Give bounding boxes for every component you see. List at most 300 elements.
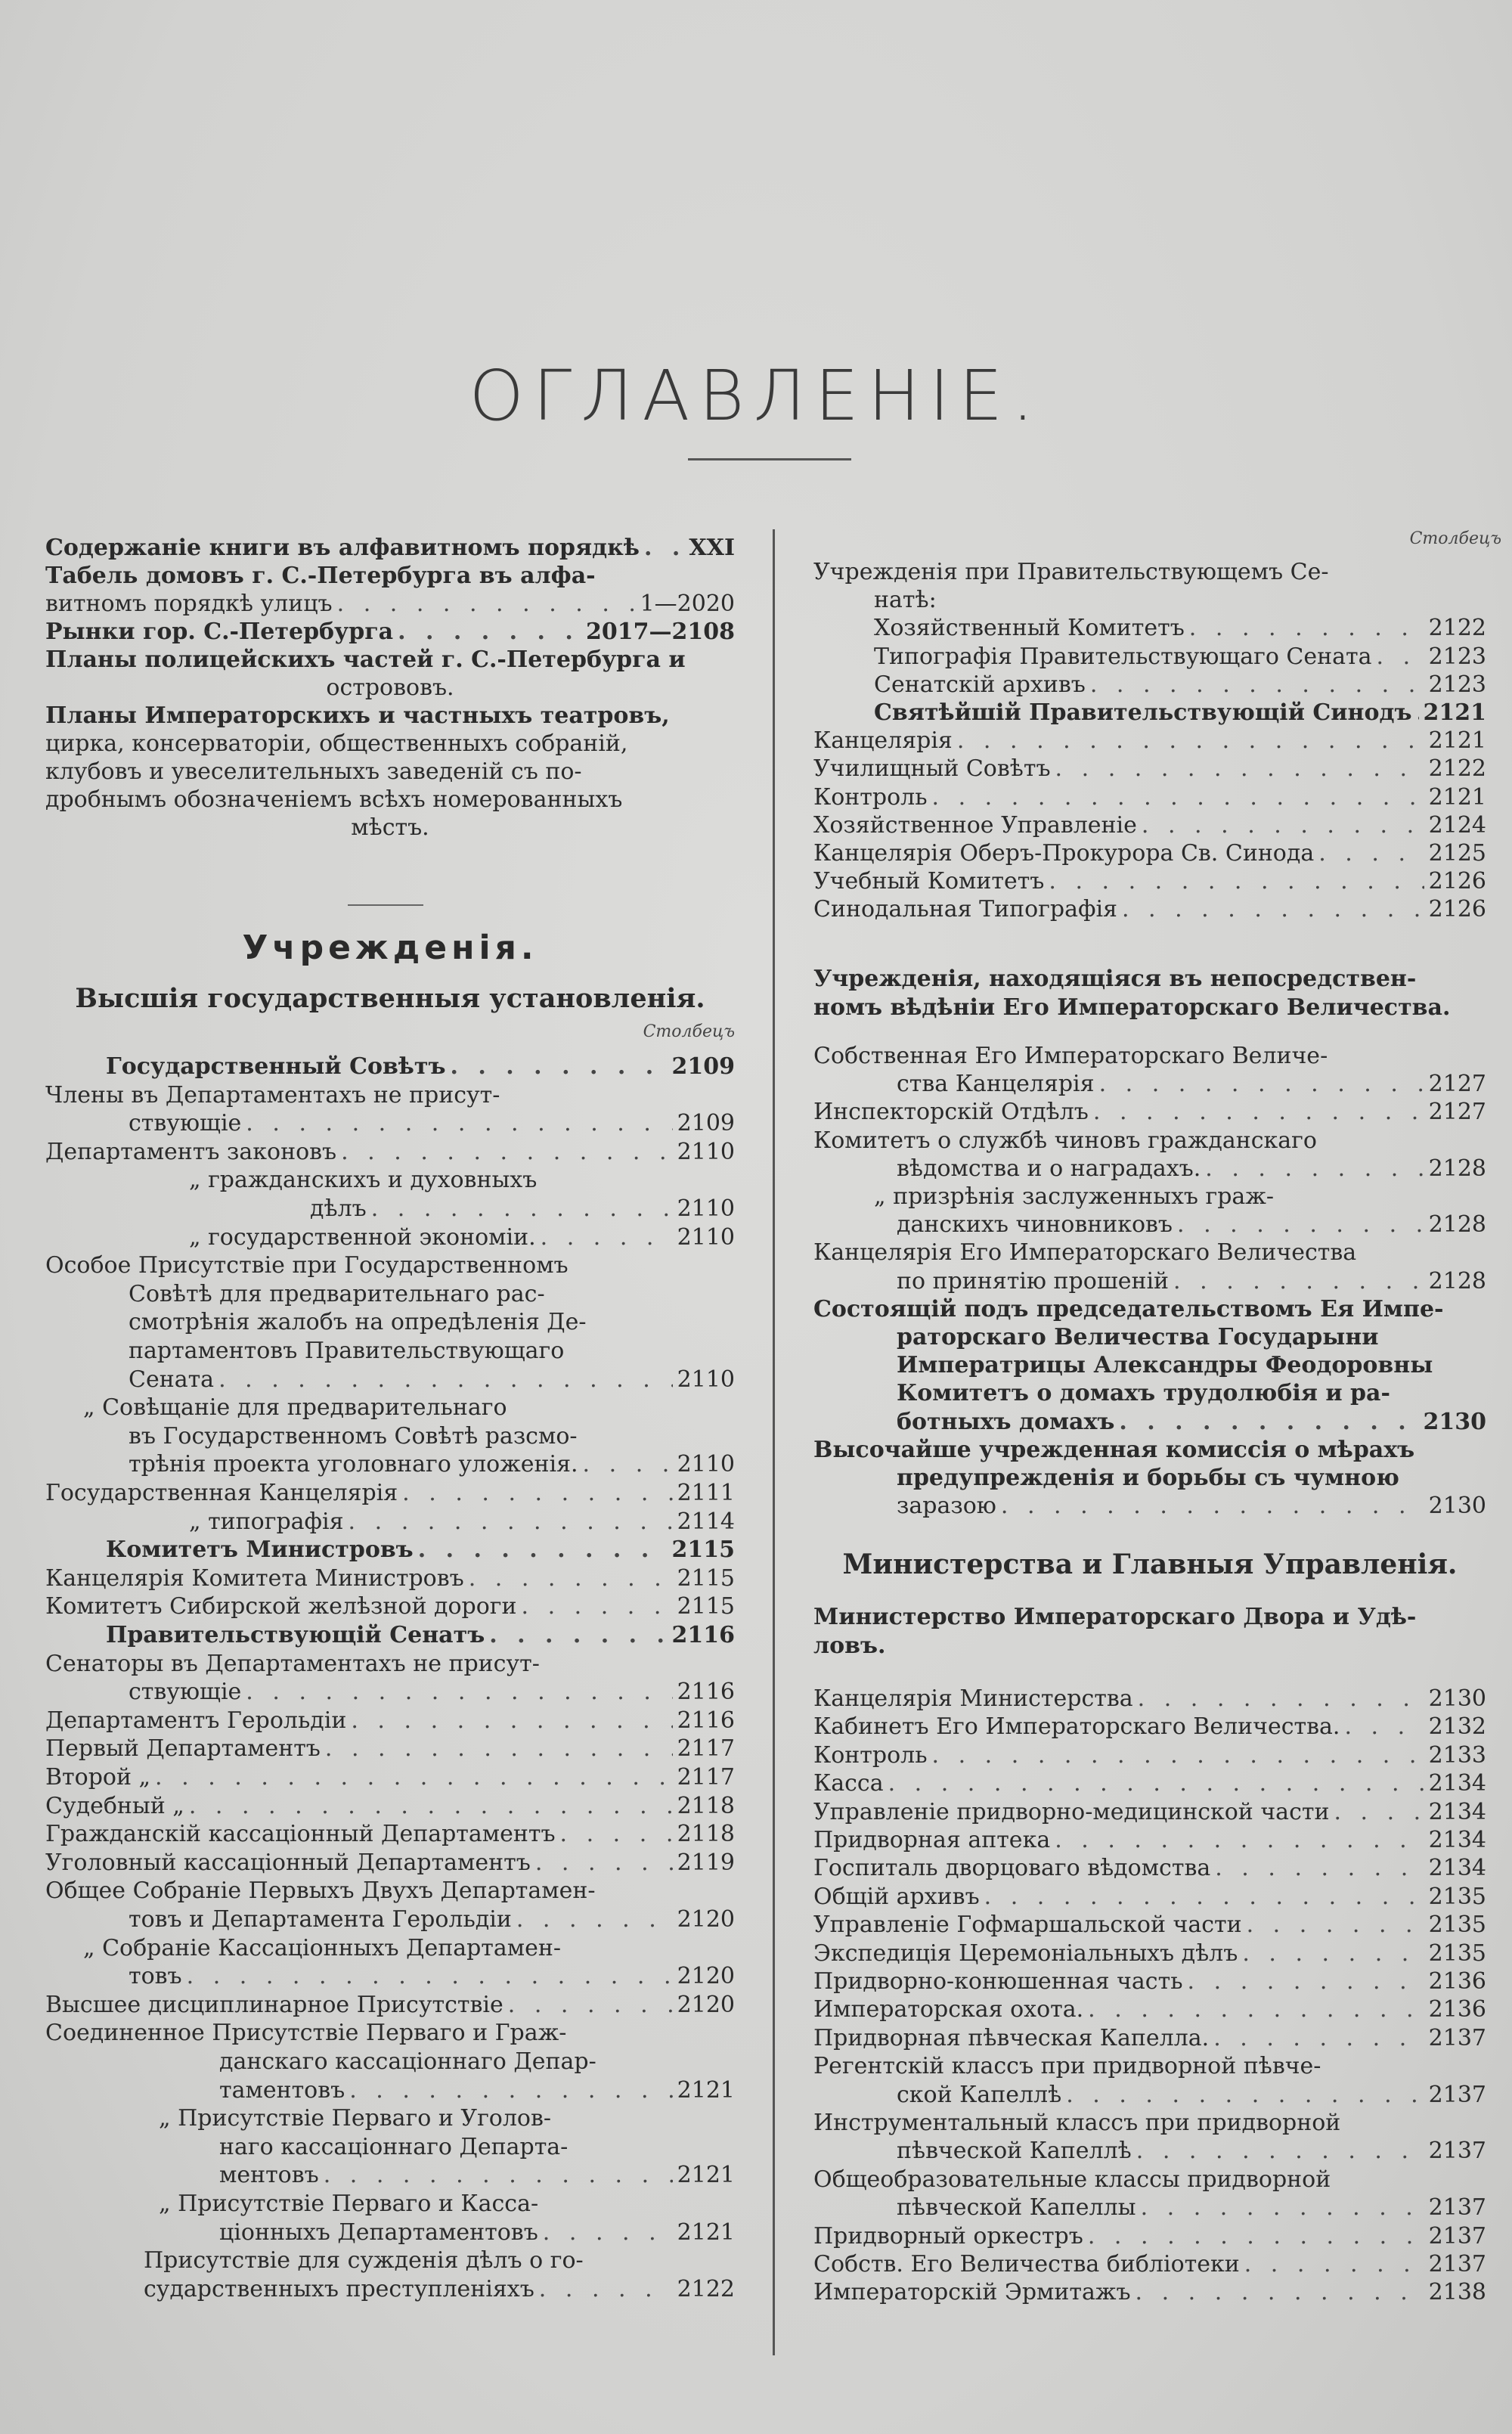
toc-entry-text: „ Присутствіе Перваго и Уголов- xyxy=(159,2105,552,2132)
dot-leader xyxy=(1136,2137,1424,2166)
toc-entry-text: наго кассаціоннаго Департа- xyxy=(219,2133,569,2160)
toc-entry xyxy=(45,1849,735,1877)
toc-entry xyxy=(813,2250,1486,2279)
toc-entry xyxy=(45,590,735,619)
toc-entry-text: Государственный Совѣтъ xyxy=(106,1053,446,1080)
dot-leader xyxy=(1099,1070,1424,1099)
dot-leader xyxy=(1122,895,1424,924)
toc-entry-column-number: 2126 xyxy=(1428,868,1486,895)
toc-entry xyxy=(45,1450,735,1479)
toc-entry-column-number: 2133 xyxy=(1428,1741,1486,1769)
toc-entry-column-number: 2116 xyxy=(677,1707,735,1734)
dot-leader xyxy=(341,1138,673,1167)
toc-entry-column-number: 2128 xyxy=(1428,1267,1486,1295)
toc-entry-column-number: 2122 xyxy=(1428,755,1486,783)
toc-entry xyxy=(45,814,735,842)
toc-entry-text: „ Собраніе Кассаціонныхъ Департамен- xyxy=(83,1934,562,1961)
dot-leader xyxy=(560,1820,673,1849)
toc-entry xyxy=(45,2133,735,2162)
toc-entry xyxy=(813,811,1486,840)
toc-entry-column-number: 2121 xyxy=(677,2219,735,2246)
toc-entry xyxy=(45,758,735,786)
toc-entry xyxy=(813,671,1486,699)
toc-entry-text: Собств. Его Величества библіотеки xyxy=(813,2251,1240,2277)
toc-entry-text: Государственная Канцелярія xyxy=(45,1480,398,1506)
toc-entry xyxy=(813,1098,1486,1127)
dot-leader xyxy=(337,590,636,619)
toc-entry-text: Рынки гор. С.-Петербурга xyxy=(45,619,394,645)
toc-entry-text: Учрежденія при Правительствующемъ Се- xyxy=(813,559,1329,585)
dot-leader xyxy=(1215,1854,1424,1883)
dot-leader xyxy=(984,1883,1424,1912)
dot-leader xyxy=(1377,643,1424,671)
toc-entry-column-number: 2125 xyxy=(1428,840,1486,867)
toc-entry-text: Соединенное Присутствіе Перваго и Граж- xyxy=(45,2020,567,2047)
toc-entry-text: „ государственной экономіи. xyxy=(189,1223,536,1251)
dot-leader xyxy=(398,618,581,646)
dot-leader xyxy=(451,1053,668,1081)
toc-entry-text: Высшее дисциплинарное Присутствіе xyxy=(45,1991,503,2018)
toc-entry xyxy=(45,1678,735,1707)
toc-entry xyxy=(45,1053,735,1081)
section-title: Учрежденія. xyxy=(242,929,538,967)
toc-entry xyxy=(45,2076,735,2105)
toc-entry-text: Канцелярія Его Императорскаго Величества xyxy=(813,1239,1357,1267)
toc-entry xyxy=(45,1905,735,1934)
toc-entry-text: цирка, консерваторіи, общественныхъ собраній, xyxy=(45,730,628,757)
toc-entry-text: Планы Императорскихъ и частныхъ театровъ, xyxy=(45,702,670,729)
toc-entry-column-number: 2134 xyxy=(1428,1798,1486,1825)
toc-entry-text: „ типографія xyxy=(189,1508,344,1535)
toc-entry-text: таментовъ xyxy=(219,2076,345,2104)
toc-entry-text: ціонныхъ Департаментовъ xyxy=(219,2219,538,2246)
toc-entry-text: Канцелярія xyxy=(813,727,953,755)
toc-entry xyxy=(813,2222,1486,2251)
toc-entry xyxy=(45,1735,735,1763)
dot-leader xyxy=(1138,1685,1424,1713)
toc-entry-text: Канцелярія Комитета Министровъ xyxy=(45,1564,464,1592)
dot-leader xyxy=(1242,1939,1424,1968)
toc-entry xyxy=(813,586,1486,615)
toc-entry-text: витномъ порядкѣ улицъ xyxy=(45,591,333,617)
toc-entry-column-number: 2137 xyxy=(1428,2081,1486,2108)
toc-entry-column-number: 2122 xyxy=(677,2275,735,2302)
toc-entry-text: Совѣтѣ для предварительнаго рас- xyxy=(129,1280,545,1307)
toc-entry xyxy=(45,1820,735,1849)
toc-entry-column-number: 2135 xyxy=(1428,1912,1486,1939)
dot-leader xyxy=(1205,1155,1424,1183)
dot-leader xyxy=(1318,839,1424,868)
toc-entry-column-number: 2114 xyxy=(677,1508,735,1535)
dot-leader xyxy=(522,1592,673,1621)
toc-entry-column-number: 2126 xyxy=(1428,896,1486,923)
toc-entry-text: Состоящій подъ председательствомъ Ея Импе- xyxy=(813,1295,1444,1322)
toc-entry-column-number: 2127 xyxy=(1428,1099,1486,1126)
toc-entry-text: сударственныхъ преступленіяхъ xyxy=(144,2275,534,2302)
dot-leader xyxy=(218,1366,673,1394)
column-label-right: Столбецъ xyxy=(1409,529,1501,548)
toc-entry xyxy=(45,1592,735,1621)
dot-leader xyxy=(1088,1995,1424,2024)
dot-leader xyxy=(1173,1267,1424,1296)
toc-entry-column-number: 2134 xyxy=(1428,1770,1486,1797)
dot-leader xyxy=(1049,867,1424,896)
toc-entry-column-number: 2115 xyxy=(671,1536,735,1564)
toc-entry-column-number: 2127 xyxy=(1428,1071,1486,1098)
toc-entry-column-number: 2137 xyxy=(1428,2194,1486,2222)
toc-entry-text: Департаментъ Герольдіи xyxy=(45,1707,347,1734)
toc-entry-column-number: 2135 xyxy=(1428,1883,1486,1910)
toc-entry xyxy=(45,1081,735,1110)
toc-entry xyxy=(813,2052,1486,2081)
dot-leader xyxy=(1093,1098,1424,1127)
toc-entry-text: Придворный оркестръ xyxy=(813,2222,1083,2250)
toc-entry xyxy=(45,1650,735,1679)
toc-entry-text: Собственная Его Императорскаго Величе- xyxy=(813,1043,1328,1069)
toc-entry xyxy=(45,730,735,758)
toc-entry xyxy=(45,1280,735,1309)
dot-leader xyxy=(1141,2194,1424,2222)
toc-entry-column-number: 2109 xyxy=(671,1053,735,1080)
toc-entry xyxy=(813,2109,1486,2138)
toc-entry-text: по принятію прошеній xyxy=(897,1267,1170,1295)
toc-entry xyxy=(45,1508,735,1536)
toc-entry-text: Сенаторы въ Департаментахъ не присут- xyxy=(45,1650,540,1677)
toc-entry-column-number: 2119 xyxy=(677,1849,735,1876)
column-divider xyxy=(773,529,775,2355)
toc-entry-column-number: 2128 xyxy=(1428,1155,1486,1182)
toc-entry xyxy=(45,1934,735,1963)
toc-entry-text: раторскаго Величества Государыни xyxy=(897,1324,1379,1350)
toc-entry xyxy=(45,1621,735,1650)
column-label: Столбецъ xyxy=(643,1022,735,1041)
toc-entry-text: вѣдомства и о наградахъ. xyxy=(897,1155,1201,1182)
dot-leader xyxy=(1334,1798,1424,1827)
dot-leader xyxy=(508,1991,673,2020)
dot-leader xyxy=(1213,2024,1424,2053)
toc-entry-text: Уголовный кассаціонный Департаментъ xyxy=(45,1849,531,1876)
toc-entry xyxy=(813,2081,1486,2110)
toc-entry-text: Контроль xyxy=(813,783,928,811)
toc-entry-column-number: 2118 xyxy=(677,1792,735,1819)
toc-entry-column-number: 2017—2108 xyxy=(586,619,735,645)
toc-entry-text: Синодальная Типографія xyxy=(813,896,1117,923)
toc-entry-column-number: 2110 xyxy=(677,1451,735,1478)
dot-leader xyxy=(516,1905,673,1934)
toc-entry xyxy=(45,1792,735,1821)
toc-entry xyxy=(45,646,735,674)
toc-entry-column-number: 2115 xyxy=(677,1564,735,1592)
toc-entry-text: Судебный „ xyxy=(45,1792,184,1819)
dot-leader xyxy=(351,1707,672,1735)
toc-entry-column-number: 2123 xyxy=(1428,643,1486,670)
toc-entry-column-number: 2118 xyxy=(677,1821,735,1848)
dot-leader xyxy=(155,1763,673,1792)
toc-entry xyxy=(813,1127,1486,1155)
toc-entry-text: клубовъ и увеселительныхъ заведеній съ по- xyxy=(45,758,582,785)
toc-entry xyxy=(45,1536,735,1564)
toc-entry-text: Инструментальный классъ при придворной xyxy=(813,2110,1341,2136)
toc-entry xyxy=(45,1223,735,1252)
toc-entry-text: „ Совѣщаніе для предварительнаго xyxy=(83,1394,507,1422)
dot-leader xyxy=(932,783,1424,812)
dot-leader xyxy=(957,727,1424,755)
dot-leader xyxy=(1090,671,1424,699)
toc-entry-column-number: 2121 xyxy=(1423,699,1486,726)
toc-entry xyxy=(813,783,1486,812)
dot-leader xyxy=(644,534,684,563)
toc-entry xyxy=(813,839,1486,868)
toc-entry xyxy=(45,1962,735,1991)
toc-entry xyxy=(45,1337,735,1366)
toc-entry-text: Императорская охота. xyxy=(813,1996,1084,2023)
dot-leader xyxy=(1177,1211,1424,1239)
toc-entry-text: Комитетъ о домахъ трудолюбія и ра- xyxy=(897,1380,1390,1407)
dot-leader xyxy=(469,1564,673,1593)
toc-entry-column-number: 2121 xyxy=(677,2076,735,2104)
toc-entry xyxy=(813,1351,1486,1380)
toc-entry xyxy=(813,1632,1486,1660)
toc-entry xyxy=(45,2019,735,2048)
toc-entry-text: Хозяйственное Управленіе xyxy=(813,811,1137,839)
toc-entry xyxy=(813,1267,1486,1296)
toc-entry-column-number: 2120 xyxy=(677,1906,735,1933)
toc-entry-text: Учебный Комитетъ xyxy=(813,868,1045,895)
toc-entry-text: Общеобразовательные классы придворной xyxy=(813,2166,1331,2193)
toc-entry-text: мѣстъ. xyxy=(351,814,429,841)
toc-entry xyxy=(45,2104,735,2133)
toc-entry xyxy=(45,702,735,730)
toc-entry xyxy=(45,1763,735,1792)
toc-entry-text: Общій архивъ xyxy=(813,1883,980,1910)
toc-entry-column-number: 2110 xyxy=(677,1223,735,1251)
toc-entry xyxy=(813,1769,1486,1798)
toc-entry-text: Императорскій Эрмитажъ xyxy=(813,2279,1131,2306)
dot-leader xyxy=(187,1962,673,1991)
toc-entry-text: Императрицы Александры Феодоровны xyxy=(897,1352,1433,1379)
dot-leader xyxy=(246,1678,672,1707)
toc-entry-text: Сената xyxy=(129,1366,215,1393)
toc-entry-text: пѣвческой Капеллы xyxy=(897,2194,1136,2222)
toc-entry xyxy=(813,1042,1486,1071)
toc-entry xyxy=(813,1239,1486,1267)
dot-leader xyxy=(535,1849,673,1877)
toc-entry xyxy=(45,1138,735,1167)
toc-entry-column-number: 2110 xyxy=(677,1138,735,1165)
toc-entry-text: Касса xyxy=(813,1770,884,1797)
toc-entry xyxy=(813,1155,1486,1183)
toc-entry-text: пѣвческой Капеллѣ xyxy=(897,2138,1132,2165)
toc-entry-column-number: 2138 xyxy=(1428,2279,1486,2306)
toc-entry-text: товъ и Департамента Герольдіи xyxy=(129,1906,512,1933)
toc-entry-column-number: 2109 xyxy=(677,1110,735,1137)
dot-leader xyxy=(1244,2250,1424,2279)
toc-entry-text: Сенатскій архивъ xyxy=(874,671,1086,698)
toc-entry-column-number: 1—2020 xyxy=(640,591,735,617)
toc-entry-text: Придворная аптека xyxy=(813,1827,1051,1853)
toc-entry-text: Учрежденія, находящіяся въ непосредствен- xyxy=(813,966,1417,992)
dot-leader xyxy=(349,1508,673,1536)
toc-entry-column-number: 2130 xyxy=(1423,1408,1486,1435)
toc-entry xyxy=(813,1967,1486,1996)
toc-entry-text: заразою xyxy=(897,1493,996,1520)
toc-entry xyxy=(45,2246,735,2275)
toc-entry xyxy=(813,1492,1486,1521)
page-title: ОГЛАВЛЕНІЕ. xyxy=(469,355,1043,436)
toc-entry-text: Департаментъ законовъ xyxy=(45,1138,337,1165)
toc-entry xyxy=(813,2194,1486,2222)
dot-leader xyxy=(541,1223,673,1252)
toc-entry xyxy=(45,2161,735,2190)
toc-entry xyxy=(45,618,735,646)
dot-leader xyxy=(1055,755,1424,783)
toc-entry xyxy=(813,1323,1486,1352)
toc-entry-column-number: 2117 xyxy=(677,1764,735,1791)
dot-leader xyxy=(1247,1911,1424,1939)
toc-entry-text: Присутствіе для сужденія дѣлъ о го- xyxy=(144,2247,584,2274)
toc-entry-column-number: 2121 xyxy=(1428,783,1486,811)
dot-leader xyxy=(402,1479,672,1508)
toc-entry-text: ской Капеллѣ xyxy=(897,2081,1062,2108)
toc-entry-text: Общее Собраніе Первыхъ Двухъ Департамен- xyxy=(45,1877,596,1905)
toc-entry-text: Придворно-конюшенная часть xyxy=(813,1968,1183,1995)
toc-entry-text: Гражданскій кассаціонный Департаментъ xyxy=(45,1821,556,1848)
toc-entry-text: Типографія Правительствующаго Сената xyxy=(874,643,1372,670)
toc-entry xyxy=(813,1826,1486,1855)
toc-entry-text: Содержаніе книги въ алфавитномъ порядкѣ xyxy=(45,535,640,561)
toc-entry-text: Табель домовъ г. С.-Петербурга въ алфа- xyxy=(45,563,596,589)
toc-entry-text: Министерство Императорскаго Двора и Удѣ- xyxy=(813,1604,1417,1630)
toc-entry xyxy=(813,1713,1486,1741)
toc-entry-text: Управленіе Гофмаршальской части xyxy=(813,1912,1242,1939)
toc-entry-text: Училищный Совѣтъ xyxy=(813,755,1051,783)
dot-leader xyxy=(1417,699,1419,727)
toc-entry xyxy=(813,1603,1486,1632)
toc-entry-column-number: 2123 xyxy=(1428,671,1486,698)
dot-leader xyxy=(489,1621,667,1650)
toc-entry xyxy=(45,1394,735,1422)
toc-entry xyxy=(45,1166,735,1195)
toc-entry-column-number: 2137 xyxy=(1428,2251,1486,2277)
toc-entry-text: ствующіе xyxy=(129,1679,242,1706)
toc-entry-text: товъ xyxy=(129,1963,182,1990)
toc-entry xyxy=(813,1854,1486,1883)
toc-entry-column-number: 2122 xyxy=(1428,615,1486,642)
toc-entry xyxy=(813,643,1486,671)
toc-entry-text: смотрѣнія жалобъ на опредѣленія Де- xyxy=(129,1309,587,1336)
toc-entry-text: Инспекторскій Отдѣлъ xyxy=(813,1099,1089,1126)
toc-entry xyxy=(813,1741,1486,1770)
toc-entry-text: Регентскій классъ при придворной пѣвче- xyxy=(813,2053,1321,2080)
toc-entry-column-number: 2136 xyxy=(1428,1968,1486,1995)
toc-entry xyxy=(813,1883,1486,1912)
toc-entry xyxy=(45,2219,735,2247)
toc-entry-text: ботныхъ домахъ xyxy=(897,1408,1115,1435)
toc-entry-text: Комитетъ Сибирской желѣзной дороги xyxy=(45,1593,517,1620)
dot-leader xyxy=(1088,2222,1424,2251)
toc-entry-column-number: 2130 xyxy=(1428,1493,1486,1520)
toc-entry xyxy=(813,2166,1486,2194)
toc-entry xyxy=(813,727,1486,755)
toc-entry xyxy=(45,786,735,814)
toc-entry-text: Кабинетъ Его Императорскаго Величества. xyxy=(813,1713,1340,1741)
title-rule xyxy=(688,458,851,460)
toc-entry xyxy=(45,1366,735,1394)
toc-entry-text: предупрежденія и борьбы съ чумною xyxy=(897,1465,1399,1491)
toc-entry-text: Управленіе придворно-медицинской части xyxy=(813,1798,1330,1825)
toc-entry-text: Правительствующій Сенатъ xyxy=(106,1622,485,1648)
toc-entry-text: номъ вѣдѣніи Его Императорскаго Величества. xyxy=(813,994,1451,1021)
toc-entry xyxy=(813,1436,1486,1465)
toc-entry-column-number: 2132 xyxy=(1428,1713,1486,1741)
dot-leader xyxy=(1119,1408,1418,1437)
toc-entry-column-number: 2135 xyxy=(1428,1939,1486,1967)
dot-leader xyxy=(324,2161,673,2190)
toc-entry xyxy=(813,755,1486,783)
dot-leader xyxy=(1188,1967,1424,1996)
toc-entry xyxy=(45,2048,735,2076)
toc-entry-text: Члены въ Департаментахъ не присут- xyxy=(45,1081,500,1108)
toc-entry xyxy=(813,1379,1486,1408)
toc-entry xyxy=(813,867,1486,896)
dot-leader xyxy=(418,1536,668,1564)
toc-entry-column-number: 2128 xyxy=(1428,1211,1486,1239)
toc-entry-column-number: 2110 xyxy=(677,1195,735,1222)
toc-entry-text: Святѣйшій Правительствующій Синодъ xyxy=(874,699,1412,726)
toc-entry xyxy=(45,1991,735,2020)
toc-entry-column-number: 2136 xyxy=(1428,1996,1486,2023)
dot-leader xyxy=(539,2275,673,2304)
toc-entry xyxy=(45,1707,735,1735)
toc-entry-text: дѣлъ xyxy=(310,1195,367,1222)
toc-entry-column-number: 2116 xyxy=(677,1679,735,1706)
toc-entry-text: Канцелярія Оберъ-Прокурора Св. Синода xyxy=(813,840,1315,867)
toc-entry xyxy=(45,1479,735,1508)
toc-entry xyxy=(45,2190,735,2219)
toc-entry xyxy=(813,2024,1486,2053)
toc-entry xyxy=(813,1995,1486,2024)
toc-entry xyxy=(45,534,735,563)
toc-entry-text: натѣ: xyxy=(874,587,937,614)
toc-entry-column-number: 2111 xyxy=(677,1480,735,1506)
toc-entry-column-number: 2121 xyxy=(1428,727,1486,755)
ministry-title: Министерства и Главныя Управленія. xyxy=(842,1549,1458,1580)
toc-entry-column-number: 2115 xyxy=(677,1593,735,1620)
toc-entry xyxy=(813,1798,1486,1827)
toc-entry-text: трѣнія проекта уголовнаго уложенія. xyxy=(129,1451,578,1478)
toc-entry xyxy=(813,965,1486,994)
dot-leader xyxy=(325,1735,673,1763)
toc-entry-text: Первый Департаментъ xyxy=(45,1735,321,1763)
toc-entry xyxy=(813,1911,1486,1939)
toc-entry-column-number: 2117 xyxy=(677,1735,735,1763)
toc-entry-text: ства Канцелярія xyxy=(897,1071,1095,1098)
toc-entry xyxy=(45,1195,735,1223)
dot-leader xyxy=(349,2076,672,2105)
toc-entry xyxy=(813,2278,1486,2307)
toc-entry-column-number: 2134 xyxy=(1428,1855,1486,1882)
toc-entry-text: въ Государственномъ Совѣтѣ разсмо- xyxy=(129,1422,578,1450)
toc-entry xyxy=(813,1183,1486,1211)
toc-entry xyxy=(813,1939,1486,1968)
toc-entry xyxy=(45,2275,735,2304)
toc-entry xyxy=(813,1211,1486,1239)
toc-entry-text: партаментовъ Правительствующаго xyxy=(129,1338,565,1364)
dot-leader xyxy=(1055,1826,1424,1855)
toc-entry-column-number: 2137 xyxy=(1428,2024,1486,2051)
toc-entry xyxy=(813,699,1486,727)
toc-entry-column-number: XXI xyxy=(689,535,735,561)
